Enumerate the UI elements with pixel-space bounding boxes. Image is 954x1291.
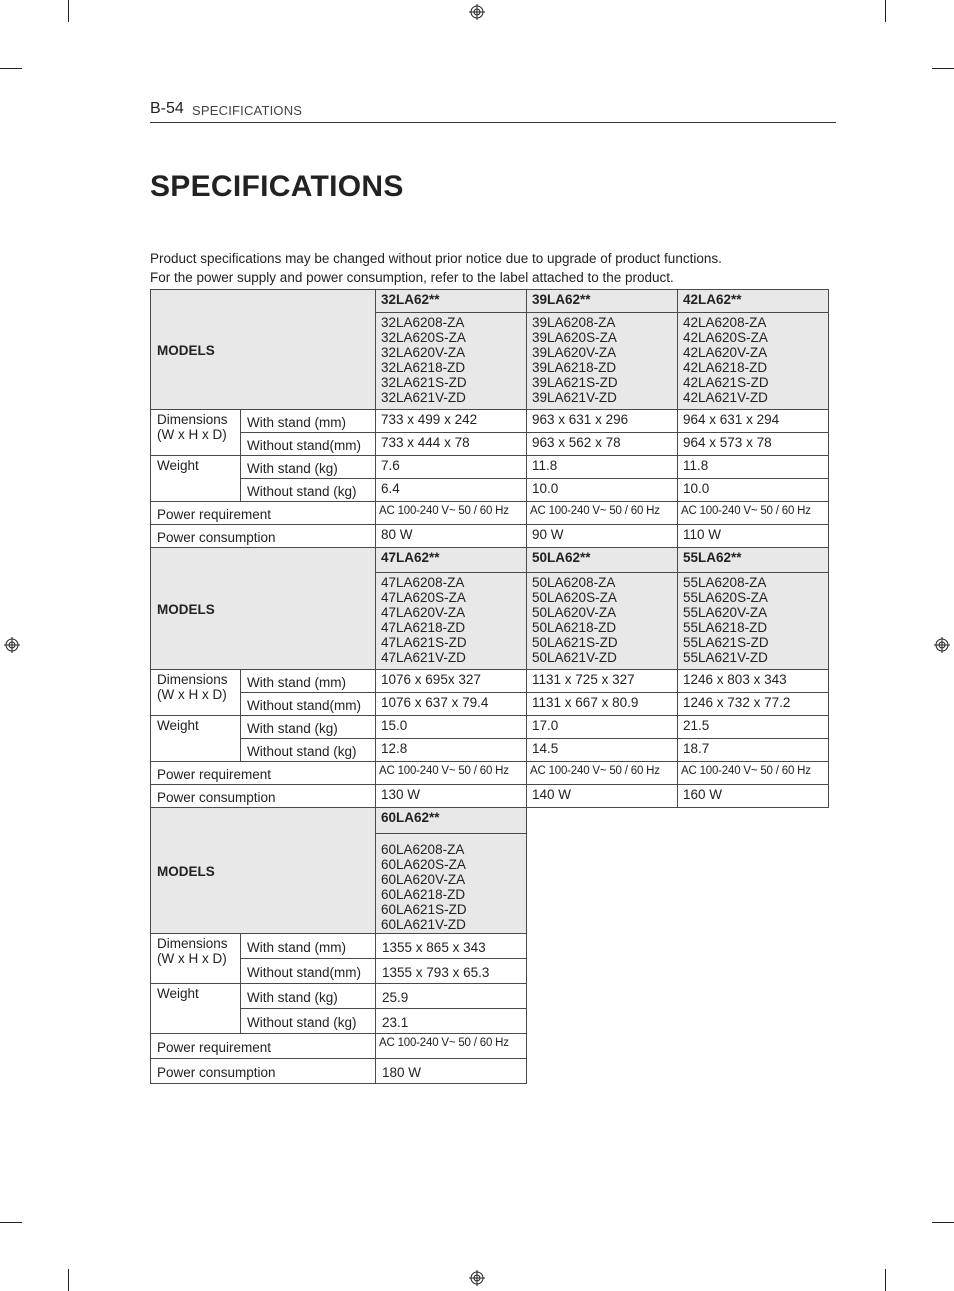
registration-mark-icon: [4, 637, 20, 653]
power-req-value: AC 100-240 V~ 50 / 60 Hz: [678, 762, 829, 785]
model-list: [527, 573, 678, 670]
model-list: [527, 313, 678, 410]
dim-without-value: 1076 x 637 x 79.4: [376, 693, 527, 716]
model-name: 42LA6208-ZA: [683, 315, 767, 330]
model-name: 42LA6218-ZD: [683, 360, 768, 375]
model-name: 42LA621V-ZD: [683, 390, 768, 405]
model-name: 32LA621V-ZD: [381, 390, 466, 405]
page-header: [150, 100, 836, 123]
model-name: 42LA621S-ZD: [683, 375, 769, 390]
model-name: 50LA6208-ZA: [532, 575, 616, 590]
spec-table: [150, 547, 829, 808]
registration-mark-icon: [469, 1270, 485, 1286]
models-label: MODELS: [151, 808, 376, 934]
with-stand-mm-label: With stand (mm): [241, 934, 376, 959]
without-stand-kg-label: Without stand (kg): [241, 1009, 376, 1034]
dim-with-value: 1246 x 803 x 343: [678, 670, 829, 693]
spec-table: [150, 807, 527, 1084]
power-cons-value: 180 W: [376, 1059, 527, 1084]
crop-mark: [932, 68, 954, 69]
model-name: 42LA620S-ZA: [683, 330, 768, 345]
spec-table: [150, 289, 829, 548]
power-consumption-label: Power consumption: [151, 525, 376, 548]
model-name: 39LA621S-ZD: [532, 375, 618, 390]
registration-mark-icon: [934, 637, 950, 653]
model-name: 55LA620V-ZA: [683, 605, 768, 620]
weight-with-value: 17.0: [527, 716, 678, 739]
weight-without-value: 6.4: [376, 479, 527, 502]
model-name: 55LA620S-ZA: [683, 590, 768, 605]
dimensions-text: Dimensions: [157, 412, 228, 427]
weight-without-value: 14.5: [527, 739, 678, 762]
dimensions-sub-text: (W x H x D): [157, 427, 227, 442]
power-consumption-label: Power consumption: [151, 785, 376, 808]
model-name: 39LA620V-ZA: [532, 345, 617, 360]
model-name: 60LA620S-ZA: [381, 857, 466, 872]
power-requirement-label: Power requirement: [151, 762, 376, 785]
crop-mark: [0, 68, 22, 69]
with-stand-kg-label: With stand (kg): [241, 716, 376, 739]
model-name: 39LA620S-ZA: [532, 330, 617, 345]
model-name: 60LA620V-ZA: [381, 872, 466, 887]
weight-with-value: 15.0: [376, 716, 527, 739]
model-name: 32LA620S-ZA: [381, 330, 466, 345]
model-name: 55LA621S-ZD: [683, 635, 769, 650]
power-cons-value: 110 W: [678, 525, 829, 548]
without-stand-mm-label: Without stand(mm): [241, 959, 376, 984]
dim-with-value: 1076 x 695x 327: [376, 670, 527, 693]
power-req-value: AC 100-240 V~ 50 / 60 Hz: [678, 502, 829, 525]
series-header: 50LA62**: [527, 548, 678, 573]
without-stand-mm-label: Without stand(mm): [241, 693, 376, 716]
model-name: 32LA620V-ZA: [381, 345, 466, 360]
power-cons-value: 80 W: [376, 525, 527, 548]
model-name: 32LA6208-ZA: [381, 315, 465, 330]
power-cons-value: 160 W: [678, 785, 829, 808]
section-name: SPECIFICATIONS: [192, 103, 303, 118]
with-stand-kg-label: With stand (kg): [241, 456, 376, 479]
with-stand-mm-label: With stand (mm): [241, 670, 376, 693]
with-stand-kg-label: With stand (kg): [241, 984, 376, 1009]
dim-with-value: 733 x 499 x 242: [376, 410, 527, 433]
crop-mark: [68, 1269, 69, 1291]
model-name: 55LA6208-ZA: [683, 575, 767, 590]
model-name: 32LA6218-ZD: [381, 360, 466, 375]
weight-label: Weight: [151, 456, 241, 502]
with-stand-mm-label: With stand (mm): [241, 410, 376, 433]
dim-without-value: 964 x 573 x 78: [678, 433, 829, 456]
power-req-value: AC 100-240 V~ 50 / 60 Hz: [527, 502, 678, 525]
weight-with-value: 25.9: [376, 984, 527, 1009]
model-name: 47LA620V-ZA: [381, 605, 466, 620]
dim-with-value: 1355 x 865 x 343: [376, 934, 527, 959]
crop-mark: [885, 0, 886, 22]
series-header: 42LA62**: [678, 290, 829, 313]
model-list: [376, 834, 527, 934]
power-req-value: AC 100-240 V~ 50 / 60 Hz: [376, 762, 527, 785]
model-list: [376, 313, 527, 410]
models-label: MODELS: [151, 548, 376, 670]
power-cons-value: 130 W: [376, 785, 527, 808]
model-name: 39LA621V-ZD: [532, 390, 617, 405]
power-req-value: AC 100-240 V~ 50 / 60 Hz: [527, 762, 678, 785]
weight-without-value: 23.1: [376, 1009, 527, 1034]
model-name: 47LA6218-ZD: [381, 620, 466, 635]
model-name: 47LA621S-ZD: [381, 635, 467, 650]
power-requirement-label: Power requirement: [151, 502, 376, 525]
dimensions-label: [151, 670, 241, 716]
model-list: [678, 313, 829, 410]
weight-with-value: 11.8: [678, 456, 829, 479]
weight-without-value: 10.0: [527, 479, 678, 502]
model-name: 39LA6218-ZD: [532, 360, 617, 375]
model-list: [376, 573, 527, 670]
note-line: For the power supply and power consumption, refer to the label attached to the product.: [150, 270, 674, 285]
model-name: 47LA620S-ZA: [381, 590, 466, 605]
weight-without-value: 12.8: [376, 739, 527, 762]
crop-mark: [885, 1269, 886, 1291]
model-name: 60LA621S-ZD: [381, 902, 467, 917]
dim-with-value: 1131 x 725 x 327: [527, 670, 678, 693]
series-header: 32LA62**: [376, 290, 527, 313]
note-line: Product specifications may be changed without prior notice due to upgrade of product functions.: [150, 251, 722, 266]
weight-with-value: 11.8: [527, 456, 678, 479]
dim-with-value: 963 x 631 x 296: [527, 410, 678, 433]
model-name: 50LA620V-ZA: [532, 605, 617, 620]
dim-without-value: 733 x 444 x 78: [376, 433, 527, 456]
model-name: 55LA621V-ZD: [683, 650, 768, 665]
weight-without-value: 18.7: [678, 739, 829, 762]
model-name: 50LA621S-ZD: [532, 635, 618, 650]
dimensions-text: Dimensions: [157, 672, 228, 687]
models-label: MODELS: [151, 290, 376, 410]
dim-without-value: 1131 x 667 x 80.9: [527, 693, 678, 716]
crop-mark: [932, 1222, 954, 1223]
dimensions-sub-text: (W x H x D): [157, 951, 227, 966]
model-name: 32LA621S-ZD: [381, 375, 467, 390]
model-name: 50LA6218-ZD: [532, 620, 617, 635]
without-stand-kg-label: Without stand (kg): [241, 739, 376, 762]
power-consumption-label: Power consumption: [151, 1059, 376, 1084]
model-name: 47LA6208-ZA: [381, 575, 465, 590]
dim-without-value: 1355 x 793 x 65.3: [376, 959, 527, 984]
dimensions-sub-text: (W x H x D): [157, 687, 227, 702]
power-cons-value: 90 W: [527, 525, 678, 548]
series-header: 39LA62**: [527, 290, 678, 313]
model-name: 42LA620V-ZA: [683, 345, 768, 360]
dim-without-value: 1246 x 732 x 77.2: [678, 693, 829, 716]
dimensions-label: [151, 410, 241, 456]
model-list: [678, 573, 829, 670]
model-name: 47LA621V-ZD: [381, 650, 466, 665]
weight-label: Weight: [151, 716, 241, 762]
series-header: 47LA62**: [376, 548, 527, 573]
crop-mark: [0, 1222, 22, 1223]
model-name: 39LA6208-ZA: [532, 315, 616, 330]
model-name: 50LA621V-ZD: [532, 650, 617, 665]
dimensions-label: [151, 934, 241, 984]
model-name: 55LA6218-ZD: [683, 620, 768, 635]
series-header: 55LA62**: [678, 548, 829, 573]
weight-with-value: 21.5: [678, 716, 829, 739]
crop-mark: [68, 0, 69, 22]
page-title: SPECIFICATIONS: [150, 170, 404, 203]
model-name: 50LA620S-ZA: [532, 590, 617, 605]
power-req-value: AC 100-240 V~ 50 / 60 Hz: [376, 502, 527, 525]
registration-mark-icon: [469, 4, 485, 20]
dim-with-value: 964 x 631 x 294: [678, 410, 829, 433]
weight-without-value: 10.0: [678, 479, 829, 502]
model-name: 60LA621V-ZD: [381, 917, 466, 932]
page-number: B-54: [150, 100, 184, 117]
model-name: 60LA6208-ZA: [381, 842, 465, 857]
weight-with-value: 7.6: [376, 456, 527, 479]
without-stand-mm-label: Without stand(mm): [241, 433, 376, 456]
power-requirement-label: Power requirement: [151, 1034, 376, 1059]
power-req-value: AC 100-240 V~ 50 / 60 Hz: [376, 1034, 527, 1059]
without-stand-kg-label: Without stand (kg): [241, 479, 376, 502]
weight-label: Weight: [151, 984, 241, 1034]
dim-without-value: 963 x 562 x 78: [527, 433, 678, 456]
model-name: 60LA6218-ZD: [381, 887, 466, 902]
dimensions-text: Dimensions: [157, 936, 228, 951]
power-cons-value: 140 W: [527, 785, 678, 808]
series-header: 60LA62**: [376, 808, 527, 834]
